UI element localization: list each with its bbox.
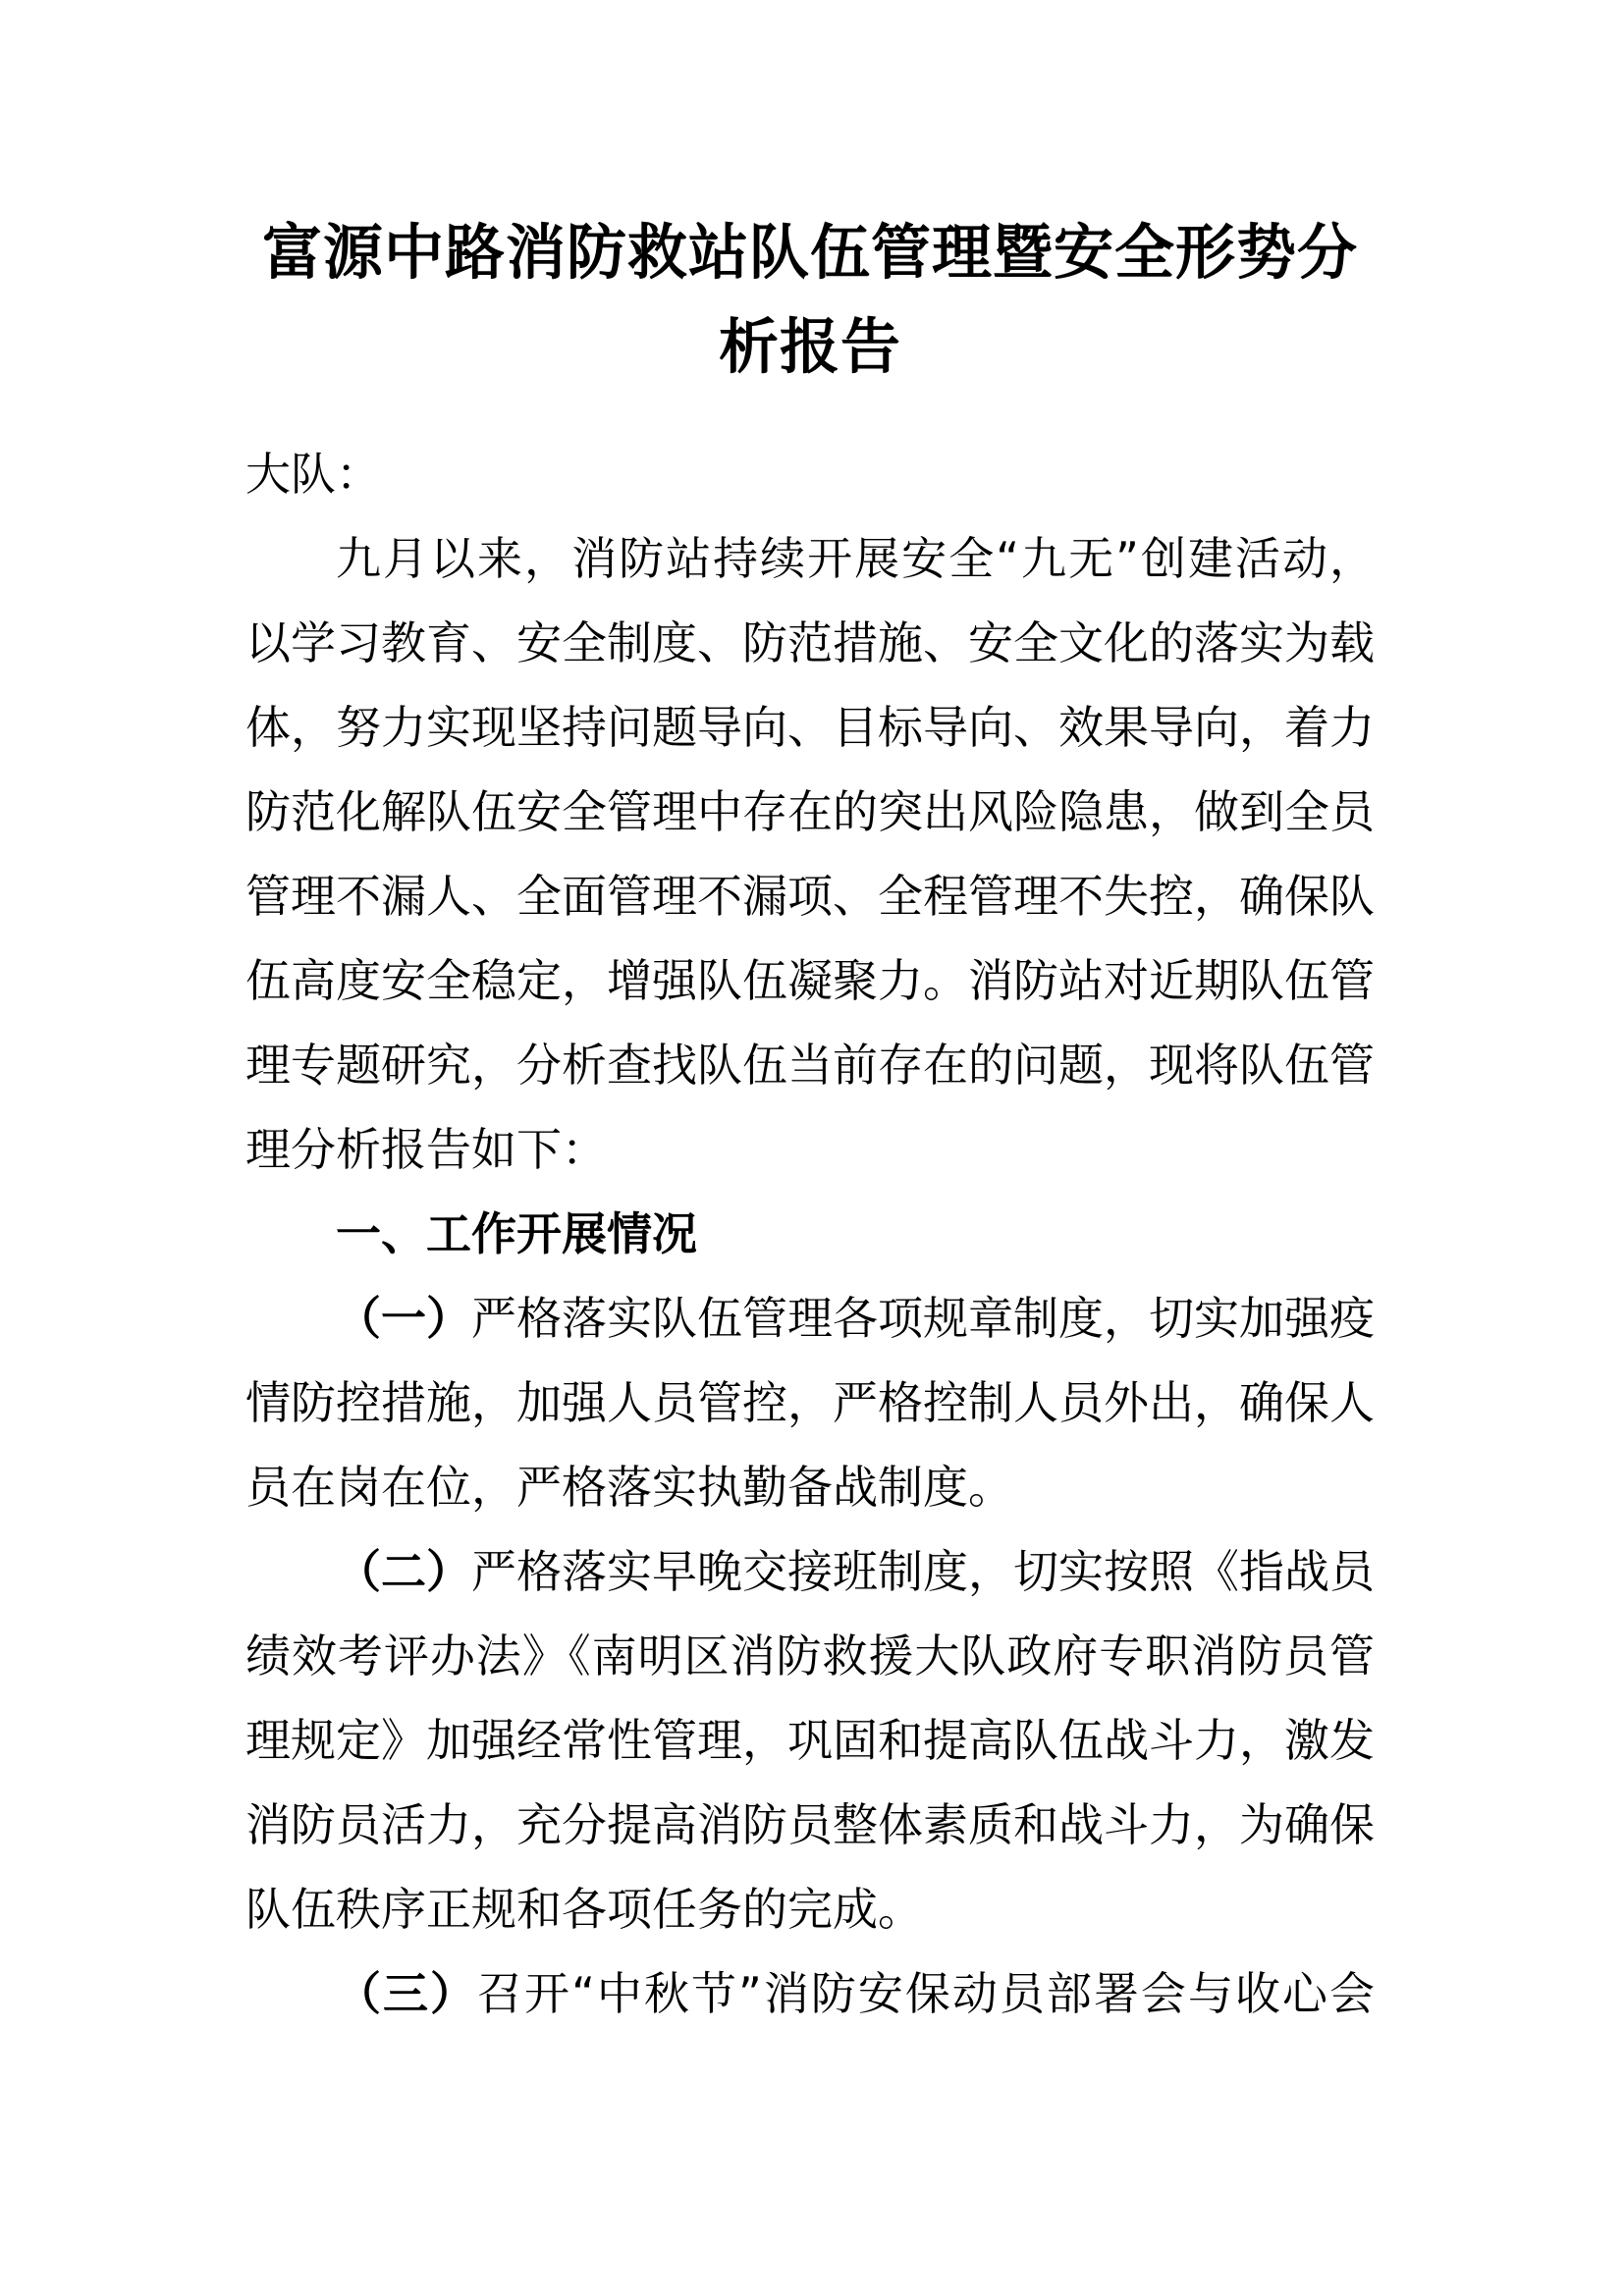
text-line: 队伍秩序正规和各项任务的完成。 bbox=[245, 1883, 923, 1936]
text-line bbox=[245, 1951, 1375, 2036]
document-body bbox=[245, 432, 1375, 2036]
text-line: 九月以来，消防站持续开展安全“九无”创建活动， bbox=[336, 532, 1375, 585]
text-line bbox=[245, 1529, 1375, 1614]
text-line: 员在岗在位，严格落实执勤备战制度。 bbox=[245, 1461, 1013, 1514]
salutation-line: 大队： bbox=[245, 448, 381, 501]
text-line: 情防控措施，加强人员管控，严格控制人员外出，确保人 bbox=[245, 1376, 1375, 1429]
text-segment: 召开“中秋节”消防安保动员部署会与收心会 bbox=[477, 1967, 1375, 2020]
text-line: 理规定》加强经常性管理，巩固和提高队伍战斗力，激发 bbox=[245, 1714, 1375, 1767]
text-line: 防范化解队伍安全管理中存在的突出风险隐患，做到全员 bbox=[245, 785, 1375, 838]
text-line bbox=[245, 1276, 1375, 1361]
text-line: 理专题研究，分析查找队伍当前存在的问题，现将队伍管 bbox=[245, 1039, 1375, 1092]
text-line: 伍高度安全稳定，增强队伍凝聚力。消防站对近期队伍管 bbox=[245, 954, 1375, 1007]
text-line: 管理不漏人、全面管理不漏项、全程管理不失控，确保队 bbox=[245, 870, 1375, 923]
section-heading: 一、工作开展情况 bbox=[336, 1207, 697, 1260]
document-title-line-2: 析报告 bbox=[718, 312, 901, 382]
text-segment: 严格落实早晚交接班制度，切实按照《指战员 bbox=[471, 1545, 1375, 1598]
document-title bbox=[245, 206, 1375, 395]
subsection-number: （一） bbox=[336, 1292, 471, 1345]
text-line: 绩效考评办法》《南明区消防救援大队政府专职消防员管 bbox=[245, 1629, 1375, 1682]
text-line: 理分析报告如下： bbox=[245, 1123, 607, 1176]
text-line: 体，努力实现坚持问题导向、目标导向、效果导向，着力 bbox=[245, 701, 1375, 754]
text-line: 消防员活力，充分提高消防员整体素质和战斗力，为确保 bbox=[245, 1798, 1375, 1851]
text-line: 以学习教育、安全制度、防范措施、安全文化的落实为载 bbox=[245, 616, 1375, 669]
subsection-number: （三） bbox=[336, 1967, 478, 2020]
document-title-line-1: 富源中路消防救站队伍管理暨安全形势分 bbox=[261, 218, 1358, 288]
text-segment: 严格落实队伍管理各项规章制度，切实加强疫 bbox=[471, 1292, 1375, 1345]
subsection-number: （二） bbox=[336, 1545, 471, 1598]
